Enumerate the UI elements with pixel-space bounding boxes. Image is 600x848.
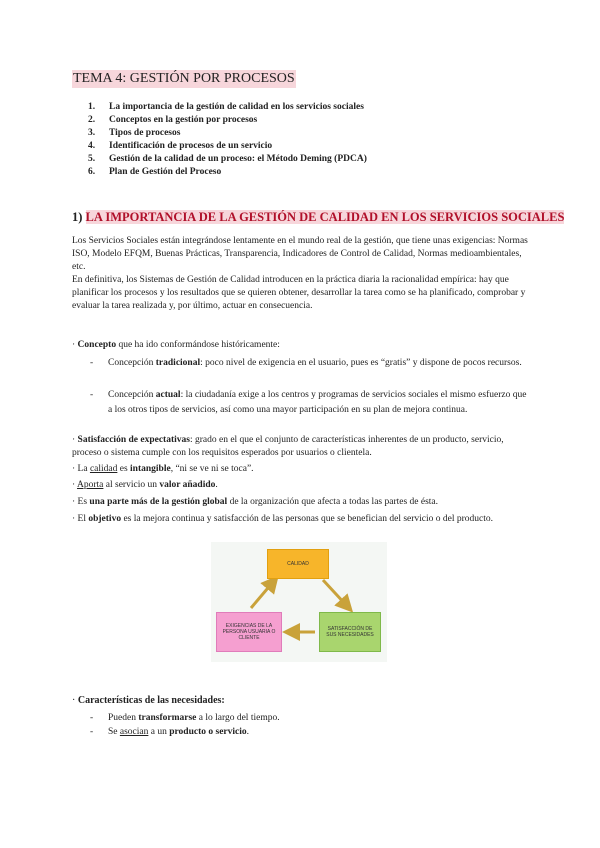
toc-item [88,153,528,166]
toc-item [88,140,528,153]
diagram-box-calidad: CALIDAD [267,549,329,579]
toc-text: Gestión de la calidad de un proceso: el Método Deming (PDCA) [109,154,367,164]
satisfaccion-term: Satisfacción de expectativas [77,435,190,445]
underlined-text: calidad [89,464,118,474]
necesidades-heading [72,694,225,707]
paragraph-definitiva: En definitiva, los Sistemas de Gestión de Calidad introducen en la práctica diaria la racionalidad empírica: hay que planificar los procesos y los resultados que se quieren obtener, desarrollar la tarea como se ha planificado, comprobar y evaluar la tarea realizada y, por último, actuar en consecuencia. [72,275,526,311]
text: al servicio un [103,480,160,490]
item-pre: Concepción [108,390,156,400]
text: · [72,480,78,490]
text: es [117,464,131,474]
satisfaccion-text: : grado en el que el conjunto de características inherentes de un producto, servicio, proceso o sistema cumple con los requisitos esperados por usuarios o clientela. [72,435,504,458]
toc-number: 3. [88,128,96,138]
bullet: · [72,340,76,350]
text: · Es [72,497,90,507]
text: es la mejora continua y satisfacción de las personas que se benefician del servicio o del producto. [121,514,494,524]
necesidades-item-asocian [90,725,530,740]
underlined-text: asocian [119,727,149,737]
bold-text: valor añadido [159,480,216,490]
quality-cycle-diagram [211,542,387,662]
arrow-calidad-to-satisfaccion [323,580,347,606]
item-term: tradicional [155,358,201,368]
item-mid: a un [148,727,170,737]
bold-text: una parte más de la gestión global [89,497,228,507]
toc-text: Conceptos en la gestión por procesos [109,115,258,125]
toc-text: Identificación de procesos de un servicio [109,141,273,151]
bullet: · [72,435,76,445]
dash: - [90,727,94,737]
item-term: actual [155,390,181,400]
toc-item [88,101,528,114]
dash: - [90,713,94,723]
item-rest: : poco nivel de exigencia en el usuario, pues es “gratis” y dispone de pocos recursos. [200,358,522,368]
item-text [108,711,530,726]
dash: - [90,358,94,368]
bold-text: objetivo [88,514,122,524]
paragraph-intro: Los Servicios Sociales están integrándose lentamente en el mundo real de la gestión, que tiene unas exigencias: Normas ISO, Modelo EFQM, Buenas Prácticas, Transparencia, Indicadores de Control de Calidad, Normas medioambientales, etc. [72,236,528,272]
toc-text: Tipos de procesos [109,128,181,138]
diagram-box-exigencias: EXIGENCIAS DE LA PERSONA USUARIA O CLIENTE [216,612,282,652]
concepto-item-actual [90,388,530,418]
gestion-global-line [72,496,438,509]
item-text [108,388,530,418]
item-pre: Concepción [108,358,156,368]
toc-number: 4. [88,141,96,151]
toc-number: 6. [88,167,96,177]
arrow-exigencias-to-calidad [251,582,273,608]
satisfaccion-paragraph [72,434,534,460]
item-text [108,725,530,740]
item-pre: Pueden [108,713,139,723]
toc-number: 1. [88,102,96,112]
calidad-intangible-line [72,463,254,476]
item-term: producto o servicio [169,727,247,737]
underlined-text: Aporta [77,480,104,490]
text: · La [72,464,90,474]
text: de la organización que afecta a todas las partes de ésta. [227,497,439,507]
item-pre: Se [108,727,120,737]
toc-item [88,114,528,127]
diagram-box-satisfaccion: SATISFACCIÓN DE SUS NECESIDADES [319,612,381,652]
text: · El [72,514,89,524]
document-title: TEMA 4: GESTIÓN POR PROCESOS [73,71,295,86]
item-rest: . [246,727,249,737]
toc-item [88,166,528,179]
toc-text: Plan de Gestión del Proceso [109,167,222,177]
section-heading [72,209,564,225]
toc-number: 2. [88,115,96,125]
necesidades-item-transformarse [90,711,530,726]
table-of-contents [88,101,528,179]
toc-text: La importancia de la gestión de calidad en los servicios sociales [109,102,364,112]
toc-number: 5. [88,154,96,164]
item-rest: a lo largo del tiempo. [196,713,280,723]
concepto-line [72,339,280,352]
concepto-term: Concepto [77,340,117,350]
objetivo-line [72,513,493,526]
aporta-line [72,479,218,492]
concepto-item-tradicional [90,356,530,371]
text: , “ni se ve ni se toca”. [170,464,254,474]
item-rest: : la ciudadanía exige a los centros y programas de servicios sociales el mismo esfuerzo que a los otros tipos de servicios, así como una mayor participación en su plan de mejora continua. [108,390,527,415]
necesidades-title: Características de las necesidades: [77,695,225,706]
dash: - [90,390,94,400]
text: . [215,480,218,490]
bullet: · [72,695,76,706]
toc-item [88,127,528,140]
item-term: transformarse [138,713,197,723]
concepto-text: que ha ido conformándose históricamente: [116,340,280,350]
bold-text: intangible [130,464,171,474]
section-heading-number: 1) [72,210,83,224]
section-heading-text: LA IMPORTANCIA DE LA GESTIÓN DE CALIDAD EN LOS SERVICIOS SOCIALES [85,210,565,224]
item-text [108,356,530,371]
